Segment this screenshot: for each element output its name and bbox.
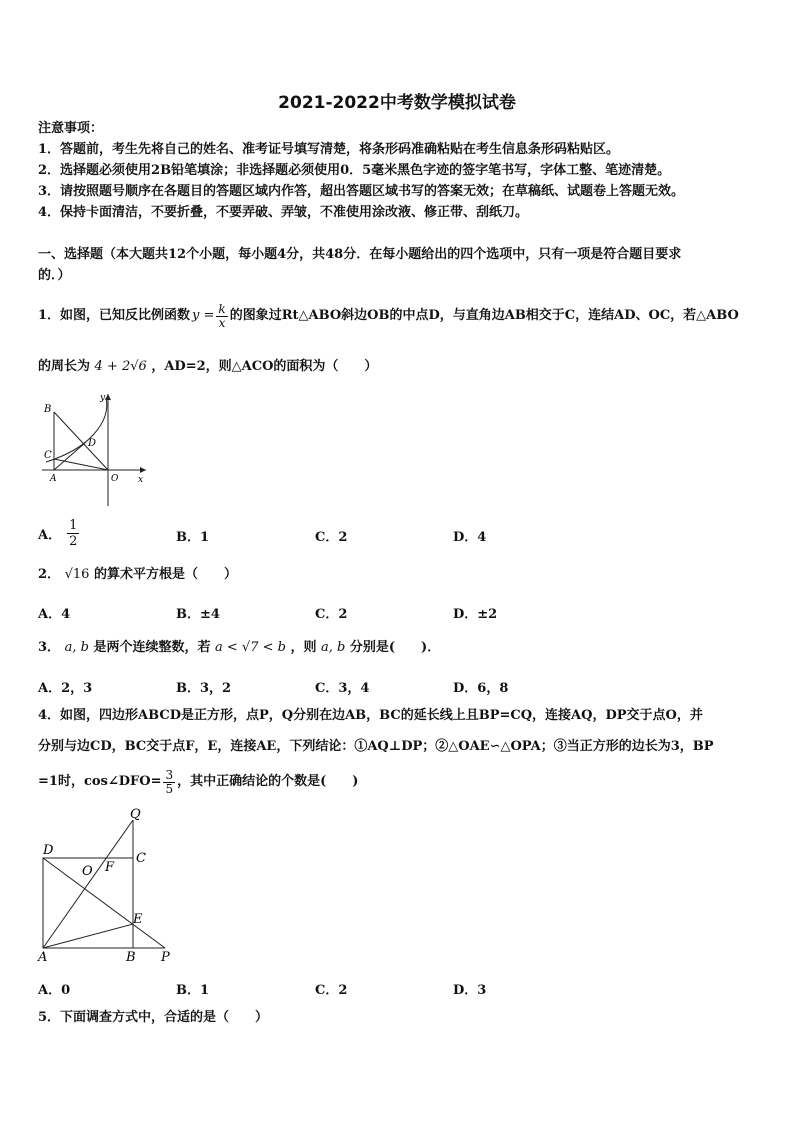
q1-label-y: y [100,393,106,403]
q1-label-A: A [50,474,57,484]
q4-label-A: A [38,950,48,965]
q1-option-C[interactable]: C．2 [315,530,348,545]
q2-post: 的算术平方根是（ ） [93,567,237,582]
q5-stem: 5．下面调查方式中，合适的是（ ） [38,1010,269,1025]
q1-label-C: C [44,450,52,461]
section-heading-line1: 一、选择题（本大题共12个小题，每小题4分，共48分．在每小题给出的四个选项中，只有一项是符合题目要求 [38,247,682,262]
q4-label-O: O [82,864,93,879]
q1-func-num: k [218,301,226,316]
q3-option-A[interactable]: A．2，3 [38,681,93,696]
q3-vars2: a, b [321,640,346,655]
q4-line3-post: ，其中正确结论的个数是( ) [177,774,359,789]
q4-frac-den: 5 [165,781,174,796]
q2-radical: √16 [64,567,90,582]
q3-option-B[interactable]: B．3，2 [176,681,232,696]
q2-stem [38,567,237,583]
q4-option-B[interactable]: B．1 [176,983,210,998]
q1-segment-BO [54,412,108,470]
q4-figure [34,806,184,966]
q4-label-D: D [43,843,54,858]
q4-label-E: E [133,912,143,927]
q3-option-D[interactable]: D．6，8 [453,681,509,696]
q1-pre: 1．如图，已知反比例函数 [38,308,191,323]
q1-line1 [38,298,739,334]
q1-label-D: D [88,438,97,449]
notice-item-2: 2．选择题必须使用2B铅笔填涂；非选择题必须使用0．5毫米黑色字迹的签字笔书写，字体工整、笔迹清楚。 [38,163,671,178]
q3-mid2: ，则 [290,640,317,655]
q1-func-y: y = [192,308,215,323]
q1-line2-pre: 的周长为 [38,359,91,374]
q1-line2 [38,359,377,375]
q1-option-A-fraction [67,518,79,549]
q4-option-A[interactable]: A．0 [38,983,71,998]
q4-label-P: P [161,950,170,965]
q4-segment-DP [43,858,165,948]
q4-option-C[interactable]: C．2 [315,983,348,998]
q2-option-A[interactable]: A．4 [38,607,71,622]
q1-line2-post: ，AD=2，则△ACO的面积为（ ） [151,359,378,374]
q1-x-arrow [140,467,146,473]
notice-item-4: 4．保持卡面清洁，不要折叠，不要弄破、弄皱，不准使用涂改液、修正带、刮纸刀。 [38,205,529,220]
notice-item-1: 1．答题前，考生先将自己的姓名、准考证号填写清楚，将条形码准确粘贴在考生信息条形码粘贴区。 [38,142,620,157]
q2-option-D[interactable]: D．±2 [453,607,498,622]
q3-pre: 3． [38,640,61,655]
q1-option-A-den: 2 [69,533,78,549]
q4-label-F: F [105,860,115,875]
q4-fraction [163,769,175,796]
q4-line2: 分别与边CD，BC交于点F，E，连接AE，下列结论：①AQ⊥DP；②△OAE∽△OPA；③当正方形的边长为3，BP [38,739,714,754]
q2-pre: 2． [38,567,61,582]
q1-mid: 的图象过Rt△ABO斜边OB的中点D，与直角边AB相交于C，连结AD、OC，若△ABO [229,308,739,323]
q4-frac-num: 3 [165,767,174,782]
q1-option-A[interactable] [38,515,79,551]
q4-label-C: C [136,851,146,866]
q1-option-A-label: A． [38,527,62,543]
notice-item-3: 3．请按照题号顺序在各题目的答题区域内作答，超出答题区域书写的答案无效；在草稿纸、试题卷上答题无效。 [38,184,685,199]
q3-mid1: 是两个连续整数，若 [93,640,211,655]
q1-segment-AD [54,442,86,470]
q4-segment-AE [43,924,133,948]
q3-post: 分别是( )． [349,640,441,655]
page-title: 2021-2022中考数学模拟试卷 [278,93,516,113]
q1-option-D[interactable]: D．4 [453,530,487,545]
q3-vars1: a, b [64,640,89,655]
q4-label-B: B [126,950,136,965]
q1-label-O: O [111,474,119,484]
q1-label-x: x [138,475,144,485]
q1-label-B: B [44,404,52,415]
q1-option-A-num: 1 [69,517,78,533]
q4-option-D[interactable]: D．3 [453,983,487,998]
q2-option-B[interactable]: B．±4 [176,607,220,622]
q4-label-Q: Q [130,807,141,822]
q1-perimeter: 4 + 2√6 [94,359,147,374]
q3-stem [38,640,440,656]
notice-heading: 注意事项： [38,121,104,136]
q3-option-C[interactable]: C．3，4 [315,681,370,696]
q1-func-fraction [216,303,227,330]
q4-line1: 4．如图，四边形ABCD是正方形，点P，Q分别在边AB，BC的延长线上且BP=CQ，连接AQ，DP交于点O，并 [38,708,703,723]
q2-option-C[interactable]: C．2 [315,607,348,622]
section-heading-line2: 的．） [38,268,71,283]
q4-line3 [38,764,358,800]
q1-hyperbola [46,398,107,462]
q1-func-den: x [218,315,226,330]
q3-inequality: a < √7 < b [215,640,286,655]
q1-option-B[interactable]: B．1 [176,530,210,545]
q1-figure [38,390,150,510]
q4-line3-pre: =1时，cos∠DFO= [38,774,162,789]
q4-segment-AQ [43,820,133,948]
